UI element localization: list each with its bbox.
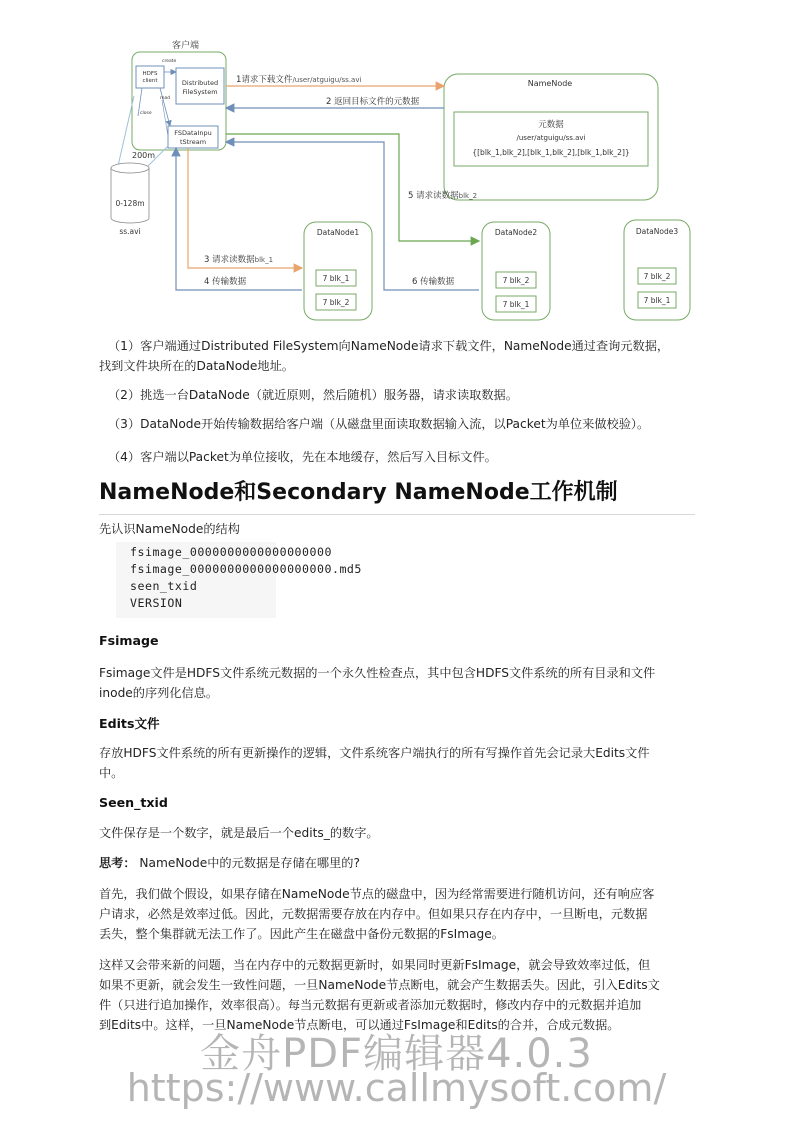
size-128m: 0-128m — [115, 199, 145, 208]
fsin-label-2: tStream — [179, 138, 207, 146]
metadata-blocks: {[blk_1,blk_2],[blk_1,blk_2],[blk_1,blk_2]} — [472, 148, 630, 157]
dfs-label-2: FileSystem — [182, 88, 218, 96]
intro-text: 先认识NameNode的结构 — [99, 522, 240, 536]
watermark-line-2: https://www.callmysoft.com/ — [126, 1066, 667, 1110]
para1-line-1: 首先，我们做个假设，如果存储在NameNode节点的磁盘中，因为经常需要进行随机访问，还有响应客 — [99, 887, 655, 901]
create-label: create — [162, 59, 177, 64]
code-line-2: fsimage_0000000000000000000.md5 — [130, 562, 362, 576]
hdfs-read-flow-diagram — [104, 36, 698, 324]
step-1-line-1: （1）客户端通过Distributed FileSystem向NameNode请求下载文件，NameNode通过查询元数据， — [108, 339, 670, 353]
fsimage-text-1: Fsimage文件是HDFS文件系统元数据的一个永久性检查点，其中包含HDFS文件系统的所有目录和文件 — [99, 666, 656, 680]
hdfs-client-label-1: HDFS — [142, 71, 158, 77]
think-label: 思考： — [99, 856, 136, 870]
read-arrow — [160, 88, 170, 126]
step-2: （2）挑选一台DataNode（就近原则，然后随机）服务器，请求读取数据。 — [108, 388, 518, 402]
dn1-block-2-label: 7 blk_2 — [322, 298, 350, 307]
para1-line-3: 丢失，整个集群就无法工作了。因此产生在磁盘中备份元数据的FsImage。 — [99, 927, 504, 941]
arrow3-text: 3 请求读数据 — [204, 255, 255, 265]
arrow2-text: 2 返回目标文件的元数据 — [326, 97, 420, 107]
dn2-block-1-label: 7 blk_2 — [502, 276, 530, 285]
dfs-label-1: Distributed — [181, 79, 219, 87]
para2-line-2: 如果不更新，就会发生一致性问题，一旦NameNode节点断电，就会产生数据丢失。因此，引入Edits文 — [99, 978, 660, 992]
arrow-5 — [226, 134, 479, 241]
edits-text-1: 存放HDFS文件系统的所有更新操作的逻辑，文件系统客户端执行的所有写操作首先会记录大Edits文件 — [99, 746, 650, 760]
step-4: （4）客户端以Packet为单位接收，先在本地缓存，然后写入目标文件。 — [108, 450, 497, 464]
section-heading: NameNode和Secondary NameNode工作机制 — [99, 478, 695, 515]
watermark-line-1: 金舟PDF编辑器4.0.3 — [200, 1031, 593, 1077]
arrow5-label — [408, 190, 477, 201]
arrow1-num: 1 — [236, 75, 242, 85]
size-200m: 200m — [132, 151, 156, 160]
arrow-3 — [188, 148, 302, 268]
arrow1-label — [236, 74, 361, 85]
edits-text-2: 中。 — [99, 766, 124, 780]
disk-top — [111, 163, 149, 173]
code-line-1: fsimage_0000000000000000000 — [130, 545, 332, 559]
step-1-line-2: 找到文件块所在的DataNode地址。 — [99, 359, 294, 373]
read-label: read — [160, 96, 171, 101]
para2-line-1: 这样又会带来新的问题，当在内存中的元数据更新时，如果同时更新FsImage，就会导致效率过低，但 — [99, 958, 651, 972]
arrow1-text: 请求下载文件 — [241, 75, 293, 85]
hdfs-client-box — [136, 66, 164, 88]
para2-line-3: 件（只进行追加操作，效率很高）。每当元数据有更新或者添加元数据时，修改内存中的元数据并追加 — [99, 998, 642, 1012]
fsin-label-1: FSDataInpu — [174, 129, 212, 137]
arrow3-blk: blk_1 — [254, 256, 274, 264]
namenode-title: NameNode — [527, 79, 573, 88]
fsimage-title: Fsimage — [99, 633, 159, 648]
stream-arrow — [162, 100, 168, 136]
disk-bottom — [111, 218, 149, 223]
client-title: 客户端 — [172, 41, 200, 51]
close-label: close — [140, 111, 152, 116]
think-line — [99, 853, 691, 873]
arrow5-text: 5 请求读数据 — [408, 191, 459, 201]
hdfs-client-label-2: client — [142, 78, 158, 84]
think-text: NameNode中的元数据是存储在哪里的? — [135, 856, 360, 870]
arrow6-text: 6 传输数据 — [412, 277, 455, 287]
arrow1-path: /user/atguigu/ss.avi — [292, 76, 362, 84]
para1-line-2: 户请求，必然是效率过低。因此，元数据需要存放在内存中。但如果只存在内存中，一旦断电，元数据 — [99, 907, 648, 921]
arrow4-text: 4 传输数据 — [204, 277, 247, 287]
metadata-title: 元数据 — [538, 120, 564, 130]
arrow-4 — [176, 148, 302, 290]
para2-line-4: 到Edits中。这样，一旦NameNode节点断电，可以通过FsImage和Edits的合并，合成元数据。 — [99, 1018, 620, 1032]
arrow5-blk: blk_2 — [458, 192, 478, 200]
seen-text: 文件保存是一个数字，就是最后一个edits_的数字。 — [99, 826, 379, 840]
code-line-3: seen_txid — [130, 579, 198, 593]
datanode3-title: DataNode3 — [635, 227, 679, 236]
step-3: （3）DataNode开始传输数据给客户端（从磁盘里面读取数据输入流，以Packet为单位来做校验）。 — [108, 417, 650, 431]
dn3-block-2-label: 7 blk_1 — [643, 296, 671, 305]
dn2-block-2-label: 7 blk_1 — [502, 300, 530, 309]
metadata-path: /user/atguigu/ss.avi — [516, 134, 586, 142]
fsimage-text-2: inode的序列化信息。 — [99, 686, 219, 700]
code-line-4: VERSION — [130, 596, 183, 610]
file-name-label: ss.avi — [119, 227, 141, 236]
seen-title: Seen_txid — [99, 795, 168, 810]
datanode2-title: DataNode2 — [494, 228, 538, 237]
dn1-block-1-label: 7 blk_1 — [322, 274, 350, 283]
edits-title: Edits文件 — [99, 716, 160, 731]
dn3-block-1-label: 7 blk_2 — [643, 272, 671, 281]
arrow3-label — [204, 254, 273, 265]
datanode1-title: DataNode1 — [316, 228, 360, 237]
